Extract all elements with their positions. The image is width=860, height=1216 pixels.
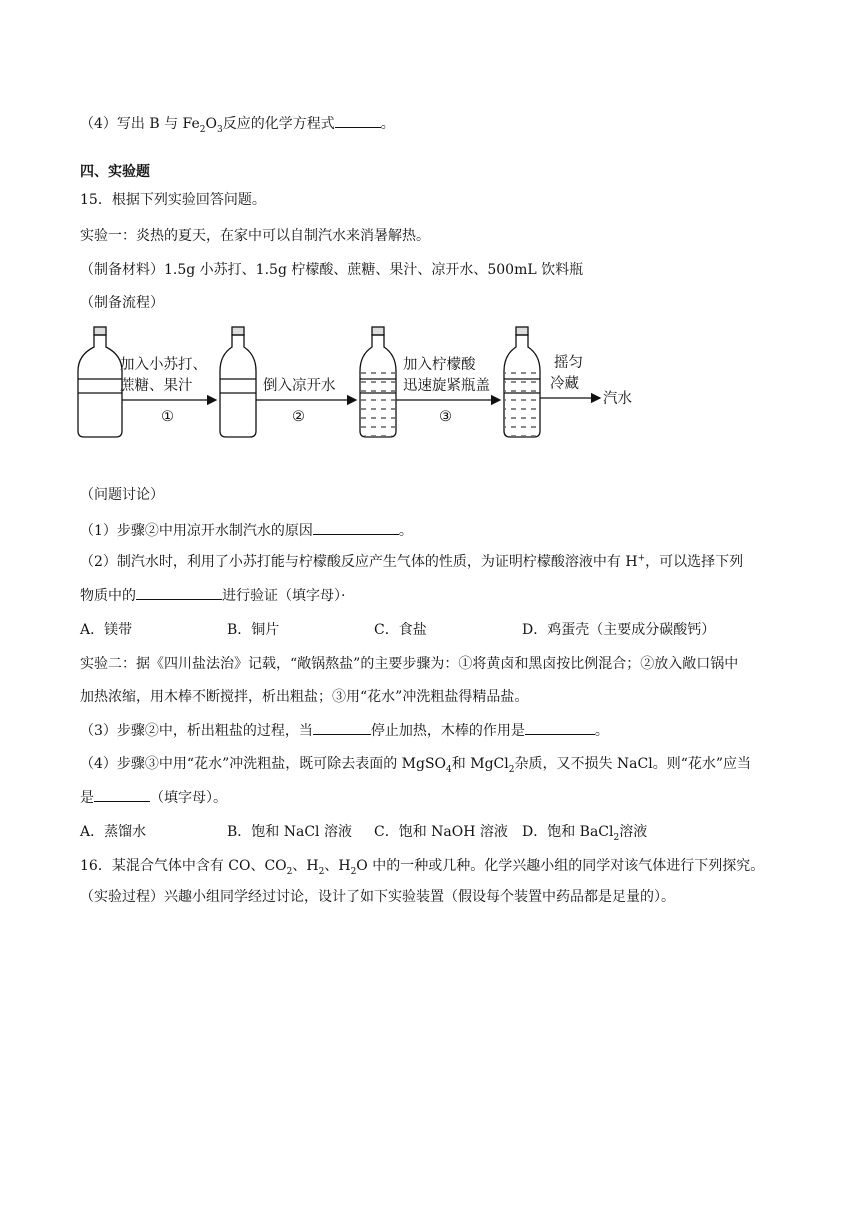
- text: （1）步骤②中用凉开水制汽水的原因: [80, 523, 313, 539]
- text: O: [205, 116, 217, 132]
- bottle-1-icon: [78, 327, 122, 437]
- answer-blank[interactable]: [94, 787, 150, 802]
- text: （填字母）。: [150, 790, 227, 806]
- q15-part4-options: [80, 822, 647, 842]
- q15-exp2-line1: 实验二：据《四川盐法治》记载，“敞锅熬盐”的主要步骤为：①将黄卤和黑卤按比例混合；②放入敞口锅中: [80, 656, 739, 672]
- q16-line1: [80, 856, 764, 876]
- option-c[interactable]: C．饱和 NaOH 溶液: [374, 824, 508, 840]
- sub: 2: [199, 124, 206, 135]
- sub: 2: [508, 764, 515, 775]
- step3-number: ③: [439, 409, 452, 425]
- step1-number: ①: [161, 409, 174, 425]
- sup: +: [637, 553, 646, 564]
- text: （2）制汽水时，利用了小苏打能与柠檬酸反应产生气体的性质，为证明柠檬酸溶液中有 H: [80, 554, 638, 570]
- text: 杂质，又不损失 NaCl。则“花水”应当: [514, 756, 752, 772]
- text: 溶液: [619, 824, 648, 840]
- q15-exp1: 实验一：炎热的夏天，在家中可以自制汽水来消暑解热。: [80, 228, 430, 244]
- answer-blank[interactable]: [136, 585, 222, 600]
- text: （4）写出 B 与 Fe: [80, 116, 200, 132]
- sub: 2: [613, 832, 620, 843]
- text: 进行验证（填字母）·: [222, 588, 346, 604]
- step1-label-line2: 蔗糖、果汁: [120, 378, 193, 394]
- sub: 2: [350, 866, 357, 877]
- q15-exp2-line2: 加热浓缩，用木棒不断搅拌，析出粗盐；③用“花水”冲洗粗盐得精品盐。: [80, 689, 529, 705]
- text: O 中的一种或几种。化学兴趣小组的同学对该气体进行下列探究。: [356, 858, 765, 874]
- option-b[interactable]: B．饱和 NaCl 溶液: [227, 824, 352, 840]
- step4-label-line2: 冷藏: [550, 376, 579, 392]
- sub: 4: [446, 764, 452, 775]
- q15-part1: [80, 520, 413, 541]
- text: 停止加热，木棒的作用是: [370, 723, 525, 739]
- step2-label: 倒入凉开水: [263, 378, 336, 394]
- option-b[interactable]: B．铜片: [227, 622, 280, 638]
- q15-part2-line1: [80, 552, 743, 572]
- text: 反应的化学方程式: [222, 116, 335, 132]
- step2-number: ②: [292, 409, 305, 425]
- option-d[interactable]: [522, 822, 647, 842]
- q15-part3: [80, 720, 609, 741]
- text: ，可以选择下列: [645, 554, 744, 570]
- q14-part4: [80, 113, 395, 134]
- step3-label-line2: 迅速旋紧瓶盖: [403, 378, 490, 394]
- text: 是: [80, 790, 94, 806]
- text: 、H: [324, 858, 351, 874]
- preparation-flow-diagram: [70, 323, 650, 441]
- sub: 2: [318, 866, 325, 877]
- q15-stem: 15．根据下列实验回答问题。: [80, 192, 266, 208]
- bottle-3-icon: [360, 327, 396, 437]
- option-c[interactable]: C．食盐: [374, 622, 427, 638]
- q15-part2-line2: [80, 585, 345, 606]
- text: 物质中的: [80, 588, 136, 604]
- text: （3）步骤②中，析出粗盐的过程，当: [80, 723, 313, 739]
- option-a[interactable]: A．蒸馏水: [80, 824, 147, 840]
- step4-label-line1: 摇匀: [554, 355, 583, 371]
- answer-blank[interactable]: [525, 720, 595, 735]
- q15-flow-title: （制备流程）: [80, 295, 164, 311]
- sub: 2: [286, 866, 293, 877]
- text: 16．某混合气体中含有 CO、CO: [80, 858, 287, 874]
- q15-discussion: （问题讨论）: [80, 487, 164, 503]
- text: 和 MgCl: [451, 756, 509, 772]
- product-label: 汽水: [603, 391, 632, 407]
- step1-label-line1: 加入小苏打、: [120, 357, 207, 373]
- text: 。: [594, 723, 609, 739]
- text: 、H: [292, 858, 319, 874]
- q15-part4-line1: [80, 754, 751, 774]
- q15-part4-line2: [80, 787, 227, 808]
- answer-blank[interactable]: [335, 113, 381, 128]
- q15-part2-options: [80, 620, 715, 640]
- answer-blank[interactable]: [313, 520, 399, 535]
- q15-materials: （制备材料）1.5g 小苏打、1.5g 柠檬酸、蔗糖、果汁、凉开水、500mL 饮料瓶: [80, 262, 584, 278]
- option-d[interactable]: D．鸡蛋壳（主要成分碳酸钙）: [522, 622, 716, 638]
- text: （4）步骤③中用“花水”冲洗粗盐，既可除去表面的 MgSO: [80, 756, 447, 772]
- text: D．饱和 BaCl: [522, 824, 614, 840]
- sub: 3: [217, 124, 223, 135]
- text: 。: [380, 116, 395, 132]
- option-a[interactable]: A．镁带: [80, 622, 133, 638]
- section-title: 四、实验题: [80, 164, 150, 180]
- q16-line2: （实验过程）兴趣小组同学经过讨论，设计了如下实验装置（假设每个装置中药品都是足量的）。: [80, 889, 675, 905]
- text: 。: [398, 523, 413, 539]
- bottle-2-icon: [220, 327, 256, 437]
- answer-blank[interactable]: [313, 720, 371, 735]
- bottle-4-icon: [504, 327, 540, 437]
- step3-label-line1: 加入柠檬酸: [403, 357, 476, 373]
